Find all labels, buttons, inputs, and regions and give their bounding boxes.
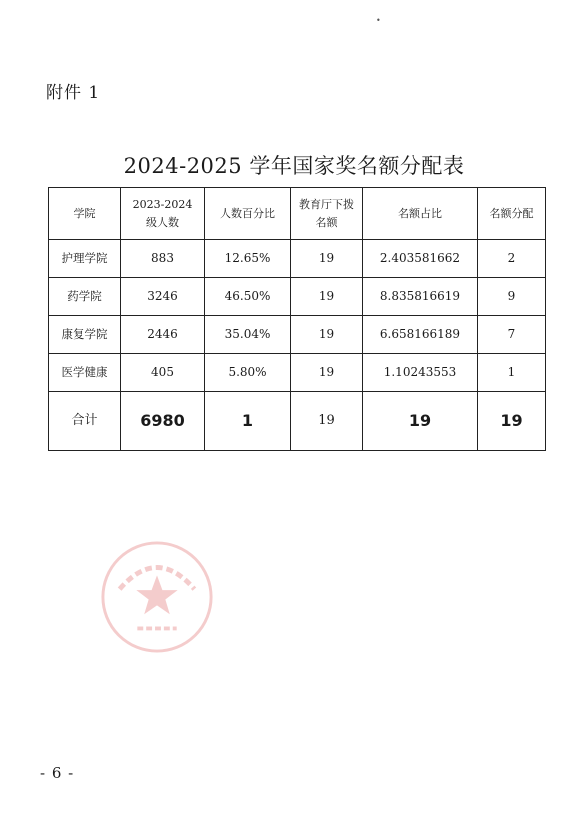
cell-total-quota: 19 bbox=[478, 392, 546, 451]
column-header-allocated-text: 教育厅下拨名额 bbox=[299, 198, 354, 229]
attachment-label: 附件 1 bbox=[46, 83, 101, 103]
table-row bbox=[49, 316, 546, 354]
cell-total-count: 6980 bbox=[121, 392, 205, 451]
column-header-count-text: 2023-2024 级人数 bbox=[132, 198, 193, 229]
page-number: - 6 - bbox=[40, 764, 75, 782]
table-row bbox=[49, 240, 546, 278]
table-total-row bbox=[49, 392, 546, 451]
cell-quota: 1 bbox=[478, 354, 546, 392]
cell-quota: 2 bbox=[478, 240, 546, 278]
column-header-percent: 人数百分比 bbox=[205, 188, 291, 240]
table-header-row bbox=[49, 188, 546, 240]
column-header-quota: 名额分配 bbox=[478, 188, 546, 240]
cell-total-allocated: 19 bbox=[291, 392, 363, 451]
cell-ratio: 6.658166189 bbox=[363, 316, 478, 354]
cell-percent: 12.65% bbox=[205, 240, 291, 278]
cell-allocated: 19 bbox=[291, 278, 363, 316]
quota-table bbox=[48, 187, 546, 451]
cell-percent: 35.04% bbox=[205, 316, 291, 354]
cell-ratio: 2.403581662 bbox=[363, 240, 478, 278]
cell-count: 3246 bbox=[121, 278, 205, 316]
cell-allocated: 19 bbox=[291, 316, 363, 354]
table-row bbox=[49, 354, 546, 392]
column-header-count bbox=[121, 188, 205, 240]
cell-college: 护理学院 bbox=[49, 240, 121, 278]
cell-total-percent: 1 bbox=[205, 392, 291, 451]
cell-college: 医学健康 bbox=[49, 354, 121, 392]
cell-count: 2446 bbox=[121, 316, 205, 354]
cell-ratio: 8.835816619 bbox=[363, 278, 478, 316]
official-seal bbox=[98, 538, 216, 656]
cell-quota: 9 bbox=[478, 278, 546, 316]
page-title: 2024-2025 学年国家奖名额分配表 bbox=[123, 154, 465, 178]
cell-college: 康复学院 bbox=[49, 316, 121, 354]
cell-allocated: 19 bbox=[291, 240, 363, 278]
cell-count: 405 bbox=[121, 354, 205, 392]
cell-total-label: 合计 bbox=[49, 392, 121, 451]
cell-percent: 46.50% bbox=[205, 278, 291, 316]
cell-college: 药学院 bbox=[49, 278, 121, 316]
table-row bbox=[49, 278, 546, 316]
column-header-ratio: 名额占比 bbox=[363, 188, 478, 240]
cell-percent: 5.80% bbox=[205, 354, 291, 392]
column-header-allocated bbox=[291, 188, 363, 240]
cell-count: 883 bbox=[121, 240, 205, 278]
column-header-college: 学院 bbox=[49, 188, 121, 240]
cell-allocated: 19 bbox=[291, 354, 363, 392]
cell-quota: 7 bbox=[478, 316, 546, 354]
star-icon bbox=[136, 575, 177, 614]
cell-ratio: 1.10243553 bbox=[363, 354, 478, 392]
scan-mark: • bbox=[376, 16, 381, 25]
cell-total-ratio: 19 bbox=[363, 392, 478, 451]
